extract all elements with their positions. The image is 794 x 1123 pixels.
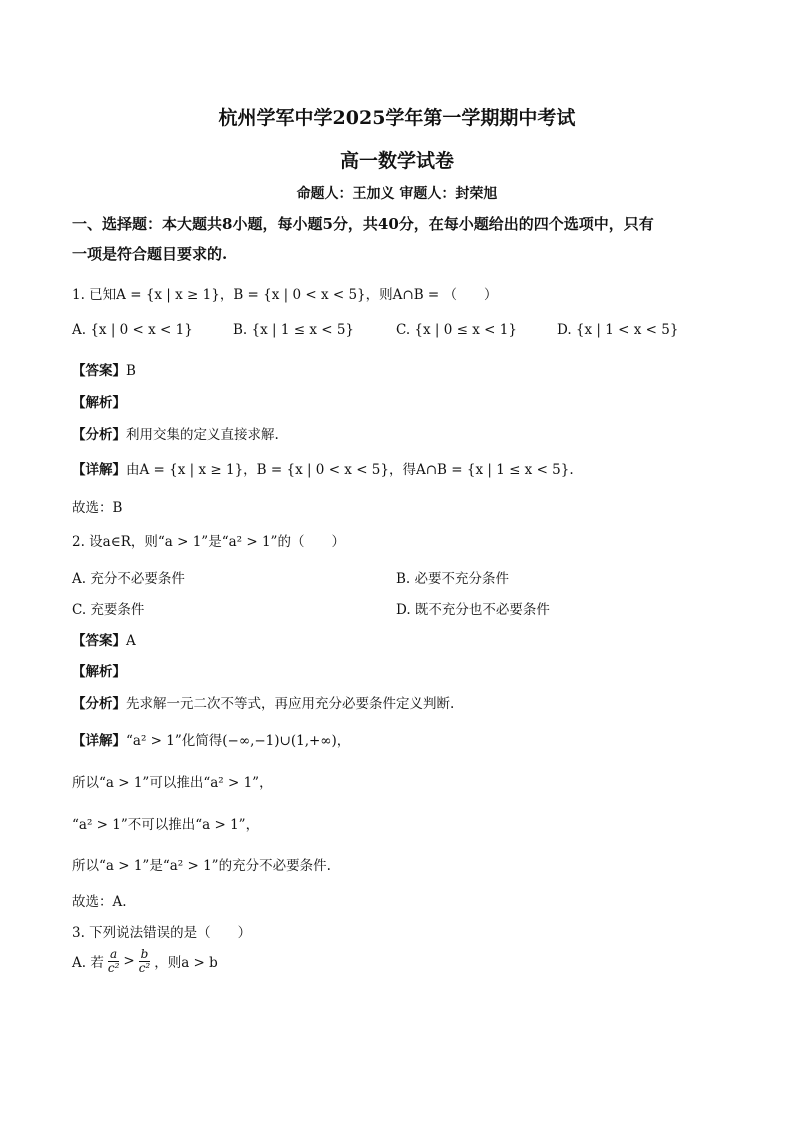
q3-stem: 3. 下列说法错误的是（ ） [72,925,252,941]
q1-choose: 故选：B [72,500,123,516]
q1-option-c: C. {x | 0 ≤ x < 1} [396,322,517,338]
exam-authors: 命题人：王加义 审题人：封荣旭 [296,186,498,202]
q2-detail-text: “a² > 1”化简得(−∞,−1)∪(1,+∞)， [126,733,351,749]
q1-answer [72,359,136,379]
detail-tag: 【详解】 [72,733,126,749]
exam-subtitle: 高一数学试卷 [339,150,454,172]
fraction-numerator: a [110,947,118,961]
q2-option-c: C. 充要条件 [72,602,145,618]
q1-option-b: B. {x | 1 ≤ x < 5} [233,322,355,338]
fraction-a-over-c2 [106,948,122,974]
q2-detail [72,729,350,749]
q2-option-a: A. 充分不必要条件 [72,571,185,587]
q2-line3: 所以“a > 1”是“a² > 1”的充分不必要条件. [72,858,331,874]
fraction-numerator: b [140,947,149,961]
q2-answer-value: A [126,633,136,649]
q3-option-a-suffix: ，则a > b [154,955,218,972]
q2-analysis [72,692,454,712]
q1-detail [72,458,574,478]
analysis-tag: 【分析】 [72,696,126,712]
q1-detail-text: 由A = {x | x ≥ 1}，B = {x | 0 < x < 5}，得A∩B = {x | 1 ≤ x < 5}. [126,462,574,478]
q2-option-b: B. 必要不充分条件 [396,571,510,587]
q1-analysis [72,423,279,443]
detail-tag: 【详解】 [72,462,126,478]
fraction-b-over-c2 [137,948,153,974]
q2-answer [72,629,136,649]
answer-tag: 【答案】 [72,633,126,649]
exam-title: 杭州学军中学2025学年第一学期期中考试 [218,107,576,129]
q1-analysis-text: 利用交集的定义直接求解. [126,427,279,443]
q1-answer-value: B [126,363,136,379]
q1-jiexi: 【解析】 [72,395,126,411]
q2-jiexi: 【解析】 [72,664,126,680]
q2-analysis-text: 先求解一元二次不等式，再应用充分必要条件定义判断. [126,696,455,712]
q2-choose: 故选：A. [72,894,127,910]
greater-than-sign: > [123,953,135,970]
q2-option-d: D. 既不充分也不必要条件 [396,602,550,618]
q2-stem: 2. 设a∈R，则“a > 1”是“a² > 1”的（ ） [72,534,345,550]
section-heading-line2: 一项是符合题目要求的. [72,245,228,263]
q3-option-a-prefix: A. 若 [72,955,104,972]
q3-option-a [72,948,218,974]
q2-line2: “a² > 1”不可以推出“a > 1”， [72,817,260,833]
fraction-denominator: c² [107,960,120,975]
q1-option-a: A. {x | 0 < x < 1} [72,322,193,338]
q2-line1: 所以“a > 1”可以推出“a² > 1”， [72,775,273,791]
answer-tag: 【答案】 [72,363,126,379]
analysis-tag: 【分析】 [72,427,126,443]
section-heading-line1: 一、选择题：本大题共8小题，每小题5分，共40分，在每小题给出的四个选项中，只有 [72,215,654,233]
q1-stem: 1. 已知A = {x | x ≥ 1}，B = {x | 0 < x < 5}，则A∩B = （ ） [72,287,498,303]
fraction-denominator: c² [138,960,151,975]
q1-option-d: D. {x | 1 < x < 5} [557,322,679,338]
